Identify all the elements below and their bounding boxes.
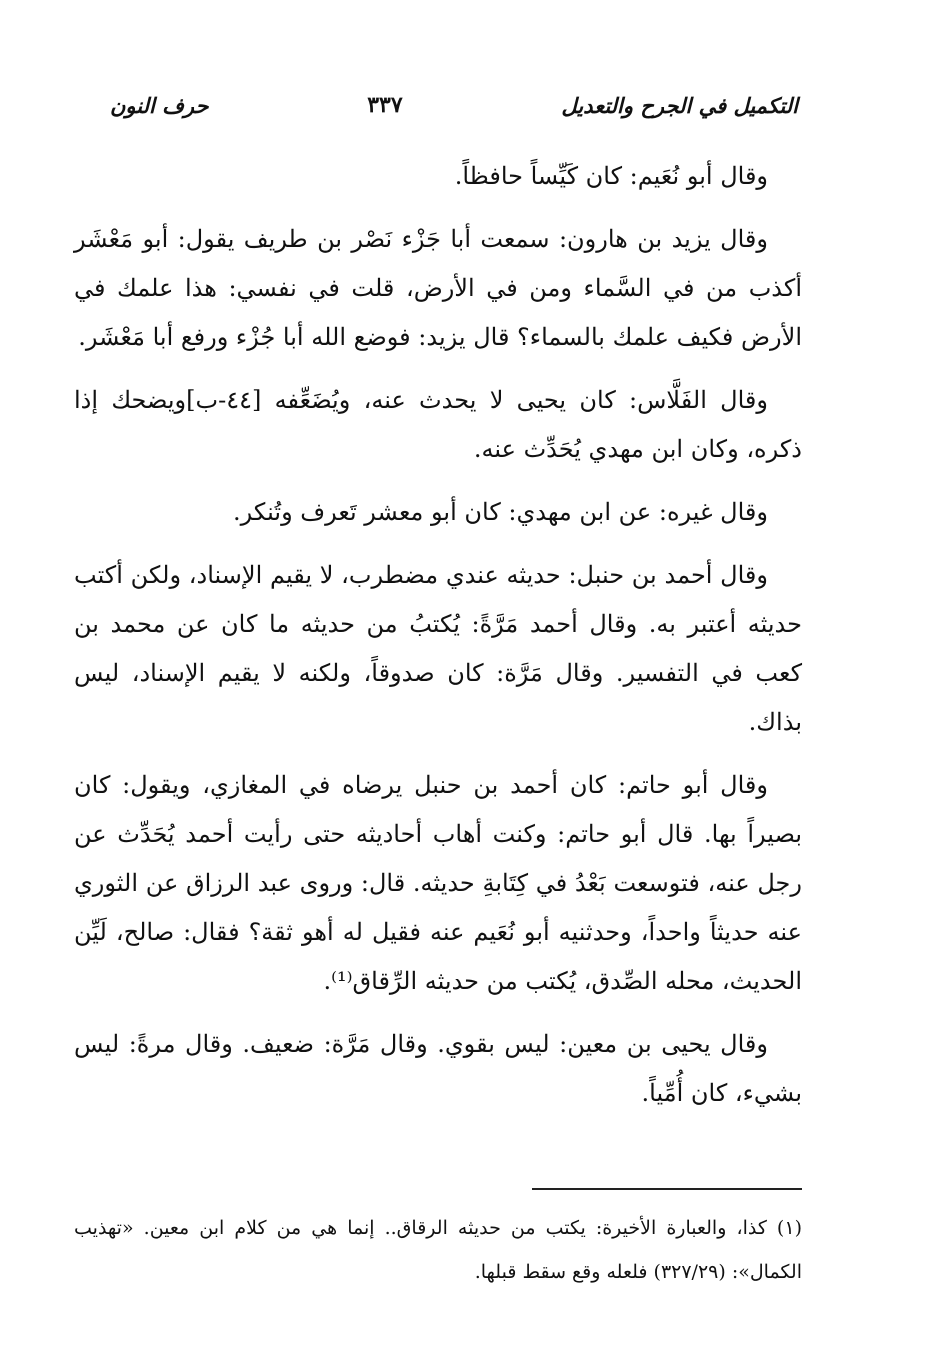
paragraph: وقال يزيد بن هارون: سمعت أبا جَزْء نَصْر بن طريف يقول: أبو مَعْشَر أكذب من في السَّماء ومن في الأرض، قلت في نفسي: هذا علمك في الأرض فكيف علمك بالسماء؟ قال يزيد: فوضع الله أبا جُزْء ورفع أبا مَعْشَر.	[74, 225, 802, 351]
paragraph: وقال الفَلَّاس: كان يحيى لا يحدث عنه، ويُضَعِّفه [٤٤-ب]ويضحك إذا ذكره، وكان ابن مهدي يُحَدِّث عنه.	[74, 386, 802, 463]
book-title: التكميل في الجرح والتعديل	[561, 92, 798, 118]
paragraph: وقال أبو حاتم: كان أحمد بن حنبل يرضاه في المغازي، ويقول: كان بصيراً بها. قال أبو حاتم: وكنت أهاب أحاديثه حتى رأيت أحمد يُحَدِّث عن رجل عنه، فتوسعت بَعْدُ في كِتَابةِ حديثه. قال: وروى عبد الرزاق عن الثوري عنه حديثاً واحداً، وحدثنيه أبو نُعَيم عنه فقيل له أهو ثقة؟ فقال: صالح، لَيِّن الحديث، محله الصِّدق، يُكتب من حديثه الرِّقاق⁽¹⁾.	[74, 771, 802, 995]
section-title: حرف النون	[110, 92, 209, 118]
page-number: ٣٣٧	[367, 92, 403, 118]
main-text	[74, 152, 802, 1132]
running-head	[110, 88, 798, 122]
paragraph: وقال أبو نُعَيم: كان كَيِّساً حافظاً.	[454, 162, 768, 190]
footnote-divider	[532, 1188, 802, 1190]
paragraph: وقال يحيى بن معين: ليس بقوي. وقال مَرَّة: ضعيف. وقال مرةً: ليس بشيء، كان أُمِّياً.	[74, 1030, 802, 1107]
paragraph: وقال أحمد بن حنبل: حديثه عندي مضطرب، لا يقيم الإسناد، ولكن أكتب حديثه أعتبر به. وقال أحمد مَرَّةً: يُكتبُ من حديثه ما كان عن محمد بن كعب في التفسير. وقال مَرَّة: كان صدوقاً، ولكنه لا يقيم الإسناد، ليس بذاك.	[74, 561, 802, 736]
paragraph: وقال غيره: عن ابن مهدي: كان أبو معشر تَعرف وتُنكر.	[233, 498, 768, 526]
footnote: (١) كذا، والعبارة الأخيرة: يكتب من حديثه الرقاق.. إنما هي من كلام ابن معين. «تهذيب الكمال»: (٣٢٧/٢٩) فلعله وقع سقط قبلها.	[74, 1217, 802, 1283]
